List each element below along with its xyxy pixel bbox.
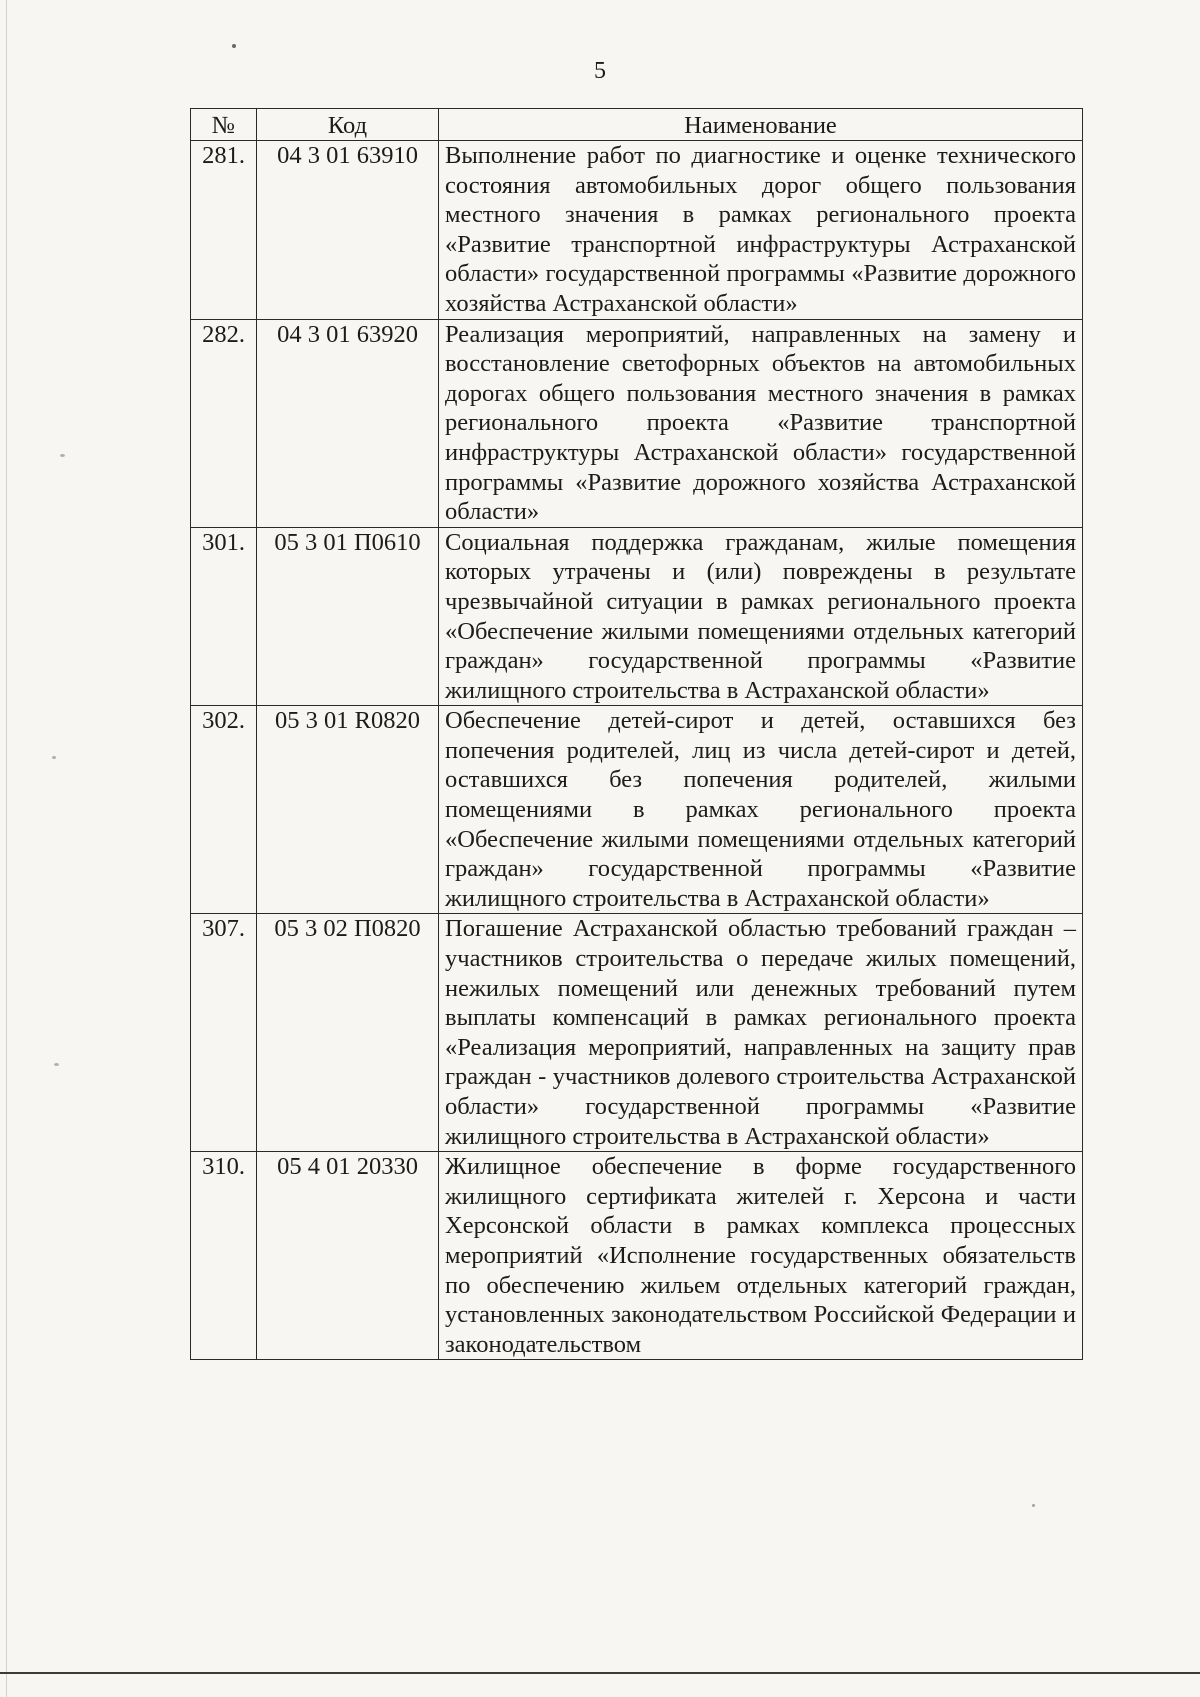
scan-edge-line	[6, 0, 7, 1697]
scan-speck	[232, 44, 236, 48]
table-row	[191, 914, 1083, 1152]
row-number: 282.	[191, 319, 257, 527]
scan-speck	[52, 756, 56, 759]
table-row	[191, 1152, 1083, 1360]
row-name: Погашение Астраханской областью требований граждан – участников строительства о передаче жилых помещений, нежилых помещений или денежных требований путем выплаты компенсаций в рамках регионального проекта «Реализация мероприятий, направленных на защиту прав граждан - участников долевого строительства Астраханской области» государственной программы «Развитие жилищного строительства в Астраханской области»	[439, 914, 1083, 1152]
table-row	[191, 141, 1083, 320]
page-number: 5	[594, 58, 606, 84]
row-name: Выполнение работ по диагностике и оценке технического состояния автомобильных дорог общего пользования местного значения в рамках регионального проекта «Развитие транспортной инфраструктуры Астраханской области» государственной программы «Развитие дорожного хозяйства Астраханской области»	[439, 141, 1083, 320]
row-code: 05 3 02 П0820	[257, 914, 439, 1152]
row-code: 05 4 01 20330	[257, 1152, 439, 1360]
scan-speck	[1032, 1504, 1035, 1507]
row-number: 281.	[191, 141, 257, 320]
table-header-row	[191, 109, 1083, 141]
row-number: 301.	[191, 527, 257, 706]
row-code: 05 3 01 П0610	[257, 527, 439, 706]
table-row	[191, 527, 1083, 706]
row-code: 04 3 01 63910	[257, 141, 439, 320]
scan-speck	[54, 1063, 59, 1066]
row-number: 307.	[191, 914, 257, 1152]
row-number: 310.	[191, 1152, 257, 1360]
header-name: Наименование	[439, 109, 1083, 141]
header-number: №	[191, 109, 257, 141]
table-row	[191, 319, 1083, 527]
row-code: 04 3 01 63920	[257, 319, 439, 527]
row-name: Жилищное обеспечение в форме государственного жилищного сертификата жителей г. Херсона и части Херсонской области в рамках комплекса процессных мероприятий «Исполнение государственных обязательств по обеспечению жильем отдельных категорий граждан, установленных законодательством Российской Федерации и законодательством	[439, 1152, 1083, 1360]
row-name: Реализация мероприятий, направленных на замену и восстановление светофорных объектов на автомобильных дорогах общего пользования местного значения в рамках регионального проекта «Развитие транспортной инфраструктуры Астраханской области» государственной программы «Развитие дорожного хозяйства Астраханской области»	[439, 319, 1083, 527]
header-code: Код	[257, 109, 439, 141]
row-number: 302.	[191, 706, 257, 914]
scan-speck	[60, 454, 65, 457]
row-code: 05 3 01 R0820	[257, 706, 439, 914]
table-row	[191, 706, 1083, 914]
budget-classification-table	[190, 108, 1083, 1360]
bottom-divider	[0, 1672, 1200, 1674]
row-name: Социальная поддержка гражданам, жилые помещения которых утрачены и (или) повреждены в результате чрезвычайной ситуации в рамках регионального проекта «Обеспечение жилыми помещениями отдельных категорий граждан» государственной программы «Развитие жилищного строительства в Астраханской области»	[439, 527, 1083, 706]
row-name: Обеспечение детей-сирот и детей, оставшихся без попечения родителей, лиц из числа детей-сирот и детей, оставшихся без попечения родителей, жилыми помещениями в рамках регионального проекта «Обеспечение жилыми помещениями отдельных категорий граждан» государственной программы «Развитие жилищного строительства в Астраханской области»	[439, 706, 1083, 914]
